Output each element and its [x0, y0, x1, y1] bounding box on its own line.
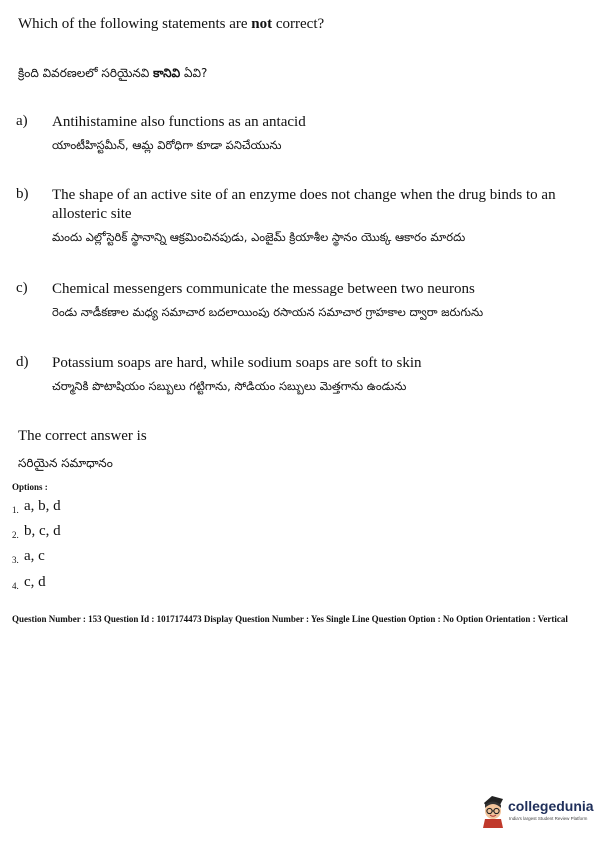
statement-telugu: యాంటీహిస్టమీన్, ఆమ్ల విరోధిగా కూడా పనిచేయును: [52, 138, 282, 152]
question-english-bold: not: [251, 16, 273, 32]
question-english: [18, 16, 324, 33]
question-telugu-prefix: క్రింది వివరణలలో సరియైనవి: [18, 66, 154, 80]
logo-wordmark: collegedunia: [508, 798, 594, 814]
option-text: c, d: [24, 574, 46, 590]
answer-telugu: సరియైన సమాధానం: [18, 456, 113, 470]
statement-english: Potassium soaps are hard, while sodium soaps are soft to skin: [52, 355, 422, 371]
statement-english: Antihistamine also functions as an antacid: [52, 114, 306, 130]
question-telugu-suffix: ఏవి?: [180, 66, 208, 80]
option-text: a, b, d: [24, 498, 61, 514]
statement-english: Chemical messengers communicate the message between two neurons: [52, 281, 475, 297]
statement-letter: a): [16, 113, 28, 129]
statement-c: [16, 280, 581, 320]
statement-telugu: రెండు నాడీకణాల మధ్య సమాచార బదలాయింపు రసాయన సమాచార గ్రాహకాల ద్వారా జరుగును: [52, 305, 484, 319]
statement-letter: d): [16, 354, 29, 370]
option-3[interactable]: [12, 548, 45, 565]
answer-english: The correct answer is: [18, 428, 147, 444]
option-number: 2.: [12, 530, 19, 540]
question-english-prefix: Which of the following statements are: [18, 16, 252, 32]
statement-english: The shape of an active site of an enzyme does not change when the drug binds to an allosteric site: [52, 187, 556, 222]
options-label: Options :: [12, 482, 48, 492]
question-telugu-bold: కానివి: [153, 66, 181, 80]
option-4[interactable]: [12, 574, 46, 591]
option-2[interactable]: [12, 523, 61, 540]
option-number: 4.: [12, 581, 19, 591]
option-1[interactable]: [12, 498, 61, 515]
question-metadata: Question Number : 153 Question Id : 1017174473 Display Question Number : Yes Single Line Question Option : No Option Orientation : Vertical: [12, 614, 568, 624]
question-telugu: [18, 66, 207, 83]
option-number: 3.: [12, 555, 19, 565]
logo-tagline: India's largest Student Review Platform: [509, 816, 588, 821]
option-number: 1.: [12, 505, 19, 515]
student-mascot-icon: [478, 794, 508, 828]
statement-letter: c): [16, 280, 28, 296]
collegedunia-logo: [478, 794, 594, 828]
option-text: a, c: [24, 548, 45, 564]
statement-telugu: చర్మానికి పొటాషియం సబ్బులు గట్టిగాను, సోడియం సబ్బులు మెత్తగాను ఉండును: [52, 379, 407, 393]
statement-letter: b): [16, 186, 29, 202]
statement-a: [16, 113, 581, 153]
statement-d: [16, 354, 581, 394]
statement-b: [16, 186, 581, 245]
option-text: b, c, d: [24, 523, 61, 539]
question-english-suffix: correct?: [272, 16, 325, 32]
statement-telugu: మందు ఎల్లోస్టెరిక్ స్థానాన్ని ఆక్రమించినపుడు, ఎంజైమ్ క్రియాశీల స్థానం యొక్క ఆకారం మారదు: [52, 230, 466, 244]
